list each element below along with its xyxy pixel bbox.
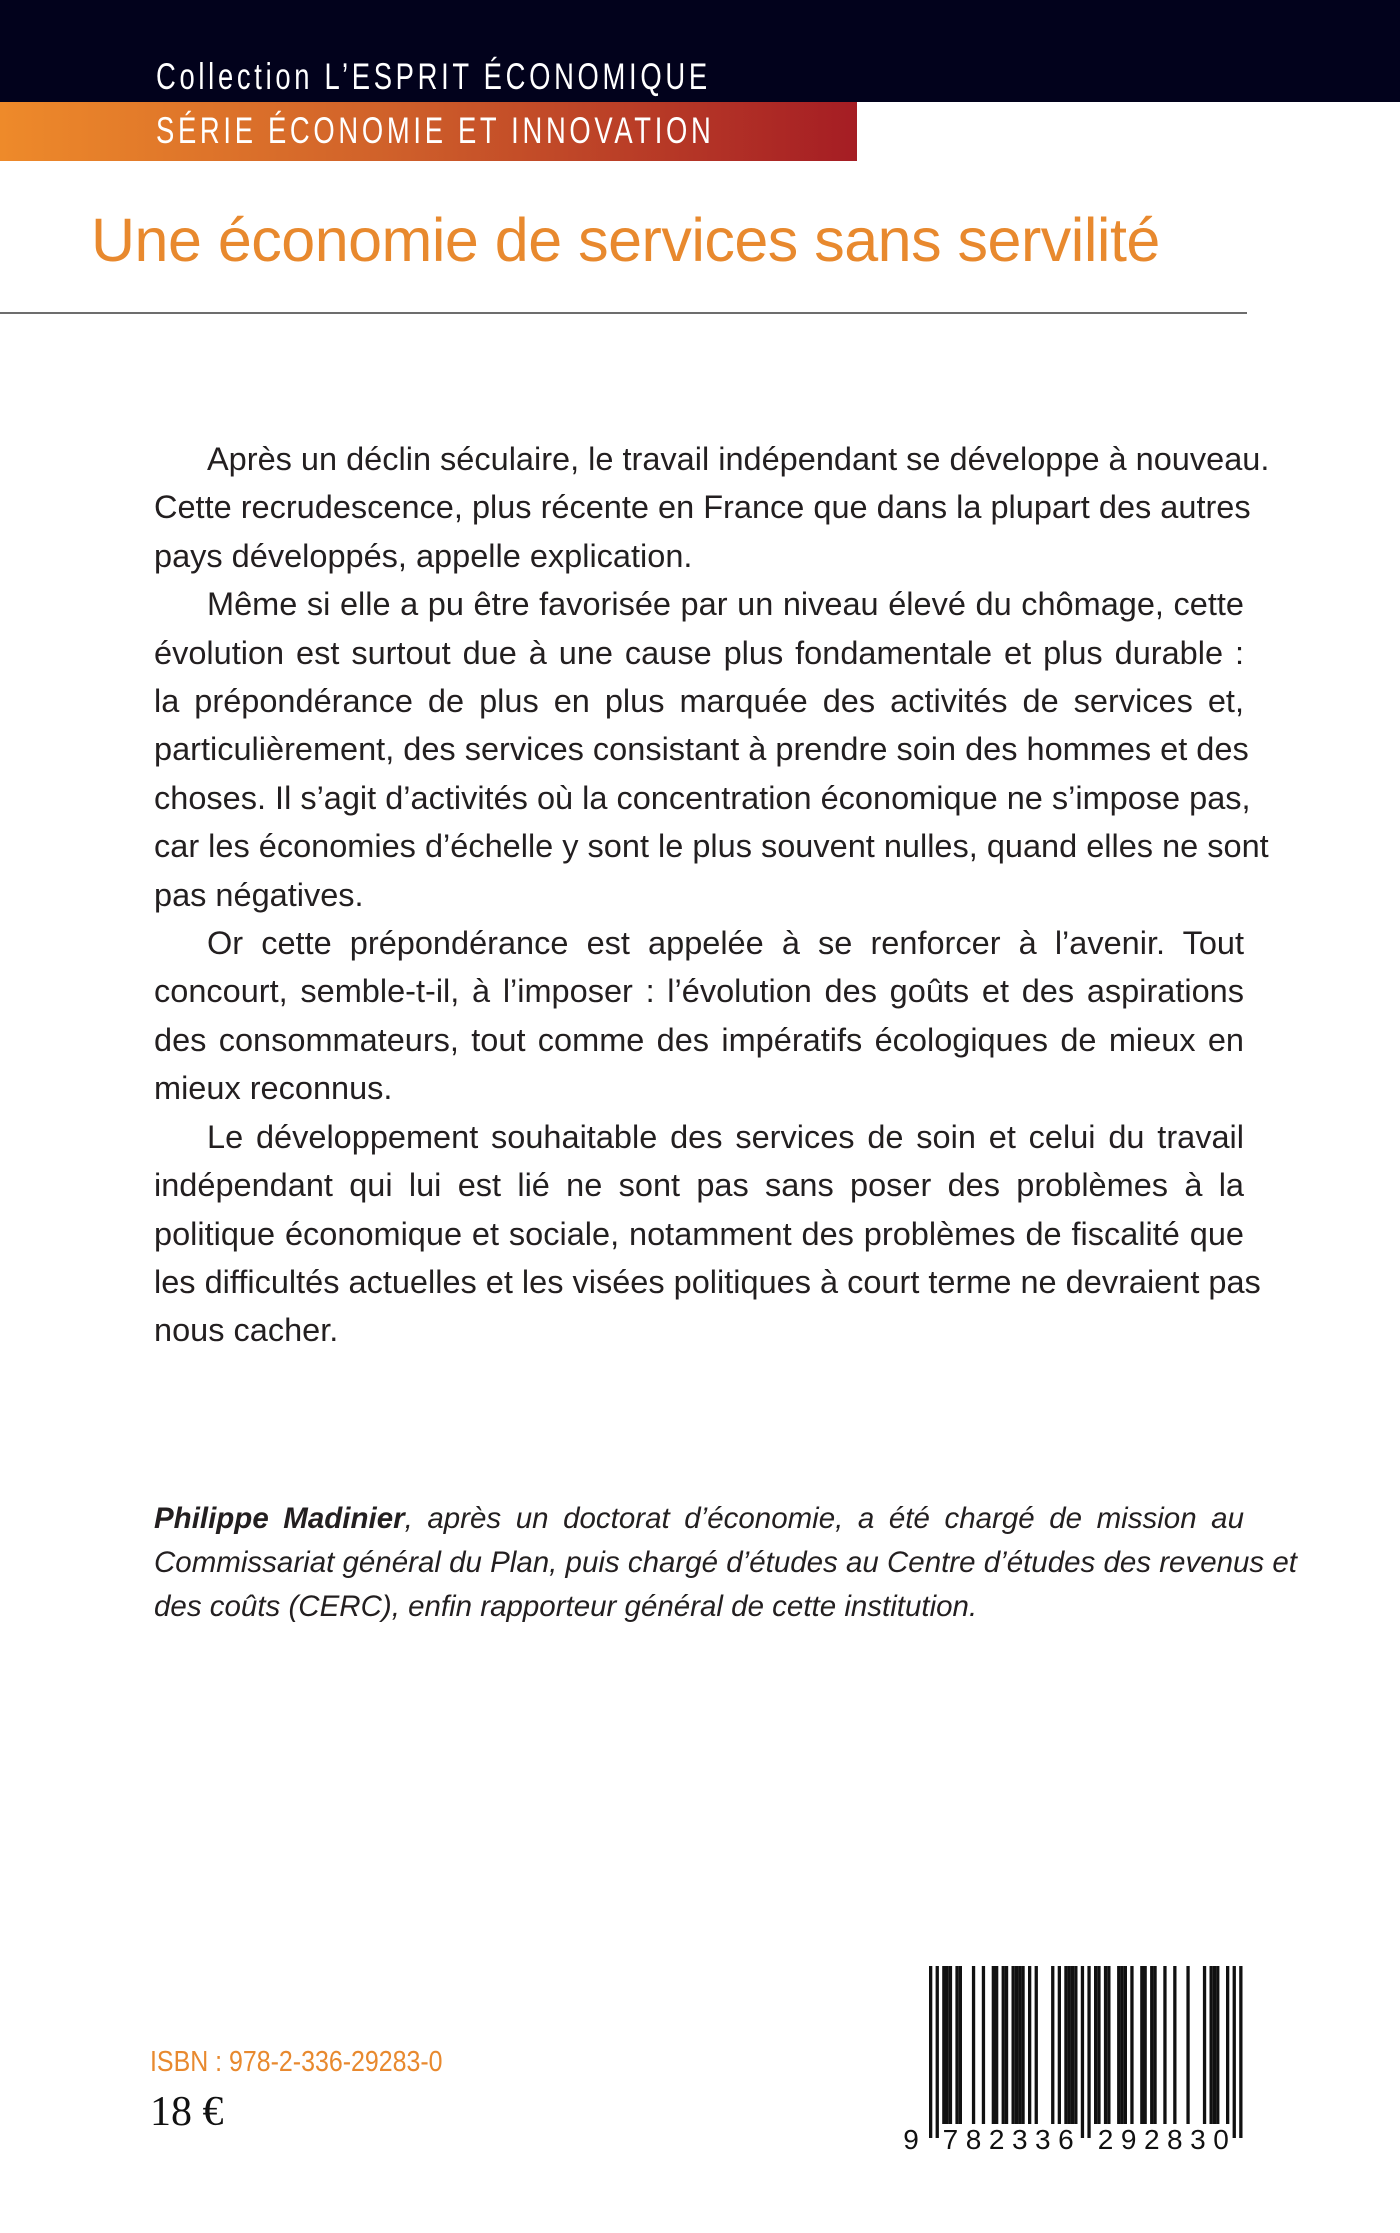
price: 18 € (150, 2089, 224, 2135)
barcode-digit: 2 (988, 2124, 1005, 2155)
paragraph-line: Même si elle a pu être favorisée par un niveau élevé du chômage, cette (207, 586, 1244, 623)
barcode-bar (1071, 1966, 1074, 2124)
barcode-bar (949, 1966, 952, 2124)
barcode-bar (929, 1966, 932, 2138)
blurb-text (154, 435, 1270, 1355)
paragraph-line: car les économies d’échelle y sont le plus souvent nulles, quand elles ne sont (154, 828, 1269, 865)
barcode-bar (1035, 1966, 1038, 2124)
barcode-bar (955, 1966, 958, 2124)
barcode-bar (1021, 1966, 1024, 2124)
paragraph-line: Cette recrudescence, plus récente en France que dans la plupart des autres (154, 489, 1251, 526)
barcode-digit: 9 (1120, 2124, 1137, 2155)
barcode-digit: 7 (942, 2124, 959, 2155)
paragraph-line: les difficultés actuelles et les visées politiques à court terme ne devraient pas (154, 1263, 1261, 1300)
barcode-digit: 3 (1011, 2124, 1028, 2155)
barcode-bar (1068, 1966, 1071, 2124)
barcode-bar (1173, 1966, 1176, 2124)
barcode-digit: 6 (1058, 2124, 1074, 2155)
paragraph-line: pas négatives. (154, 876, 364, 913)
bio-line-1: , après un doctorat d’économie, a été chargé de mission au (404, 1502, 1244, 1535)
bio-line-3: des coûts (CERC), enfin rapporteur général de cette institution. (154, 1590, 978, 1623)
barcode-bar (1144, 1966, 1147, 2124)
barcode-digit: 2 (1143, 2124, 1160, 2155)
divider (0, 312, 1247, 314)
barcode-bar (1074, 1966, 1077, 2124)
barcode-bar (942, 1966, 945, 2124)
barcode-bar (936, 1966, 939, 2138)
barcode-bar (1107, 1966, 1110, 2124)
barcode-bar (946, 1966, 949, 2124)
barcode-digit: 8 (1167, 2124, 1183, 2155)
barcode-bar (972, 1966, 975, 2124)
paragraph-line: évolution est surtout due à une cause plus fondamentale et plus durable : (154, 634, 1244, 671)
paragraph-line: politique économique et sociale, notamment des problèmes de fiscalité que (154, 1215, 1244, 1252)
barcode-bar (1216, 1966, 1219, 2124)
barcode-bar (1117, 1966, 1120, 2124)
barcode-bar (1064, 1966, 1067, 2124)
barcode-bar (1130, 1966, 1133, 2124)
barcode-bar (1120, 1966, 1123, 2124)
serie-name: SÉRIE ÉCONOMIE ET INNOVATION (156, 110, 715, 151)
paragraph-line: Le développement souhaitable des services de soin et celui du travail (207, 1118, 1244, 1155)
barcode-digit: 2 (1097, 2124, 1114, 2155)
barcode-bar (1081, 1966, 1084, 2138)
barcode-bar (1028, 1966, 1031, 2124)
paragraph-line: nous cacher. (154, 1312, 339, 1349)
barcode-digit: 0 (1213, 2124, 1229, 2155)
paragraph-line: pays développés, appelle explication. (154, 537, 693, 574)
barcode-digit: 8 (965, 2124, 982, 2155)
paragraph-line: la prépondérance de plus en plus marquée des activités de services et, (154, 683, 1244, 720)
barcode-digit: 3 (1035, 2124, 1051, 2155)
barcode (905, 1964, 1250, 2154)
barcode-bar (1104, 1966, 1107, 2124)
barcode-bar (1002, 1966, 1005, 2124)
barcode-bar (982, 1966, 985, 2124)
paragraph-line: Or cette prépondérance est appelée à se renforcer à l’avenir. Tout (207, 925, 1244, 962)
barcode-bar (1097, 1966, 1100, 2124)
bio-line-2: Commissariat général du Plan, puis chargé d’études au Centre d’études des revenus et (154, 1546, 1297, 1579)
barcode-bar (995, 1966, 998, 2124)
barcode-bar (1094, 1966, 1097, 2124)
barcode-bar (1058, 1966, 1061, 2124)
barcode-bar (1018, 1966, 1021, 2124)
barcode-bar (1239, 1966, 1242, 2138)
barcode-bar (1186, 1966, 1189, 2124)
barcode-bar (1213, 1966, 1216, 2124)
barcode-bar (959, 1966, 962, 2124)
author-name: Philippe Madinier (154, 1502, 405, 1535)
barcode-bar (1150, 1966, 1153, 2124)
paragraph-line: concourt, semble-t-il, à l’imposer : l’évolution des goûts et des aspirations (154, 973, 1244, 1010)
barcode-bar (1210, 1966, 1213, 2124)
paragraph-line: Après un déclin séculaire, le travail indépendant se développe à nouveau. (207, 441, 1270, 477)
barcode-digit: 3 (1190, 2124, 1206, 2155)
barcode-bar (992, 1966, 995, 2124)
barcode-bar (1203, 1966, 1206, 2124)
barcode-bar (1087, 1966, 1090, 2138)
barcode-bar (1051, 1966, 1054, 2124)
barcode-bar (1233, 1966, 1236, 2138)
paragraph-line: choses. Il s’agit d’activités où la concentration économique ne s’impose pas, (154, 779, 1251, 816)
barcode-bar (1015, 1966, 1018, 2124)
paragraph-line: indépendant qui lui est lié ne sont pas sans poser des problèmes à la (154, 1167, 1244, 1204)
isbn: ISBN : 978-2-336-29283-0 (150, 2046, 443, 2078)
barcode-bar (1163, 1966, 1166, 2124)
collection-name: Collection L’ESPRIT ÉCONOMIQUE (156, 56, 711, 97)
barcode-bar (1012, 1966, 1015, 2124)
barcode-bar (1153, 1966, 1156, 2124)
barcode-bar (1226, 1966, 1229, 2124)
paragraph-line: particulièrement, des services consistant à prendre soin des hommes et des (154, 731, 1249, 768)
author-bio (154, 1497, 1297, 1629)
barcode-bar (1005, 1966, 1008, 2124)
barcode-bar (1140, 1966, 1143, 2124)
barcode-bar (1124, 1966, 1127, 2124)
paragraph-line: mieux reconnus. (154, 1070, 393, 1107)
barcode-digit: 9 (903, 2124, 919, 2155)
paragraph-line: des consommateurs, tout comme des impératifs écologiques de mieux en (154, 1021, 1244, 1058)
book-title: Une économie de services sans servilité (91, 206, 1160, 274)
